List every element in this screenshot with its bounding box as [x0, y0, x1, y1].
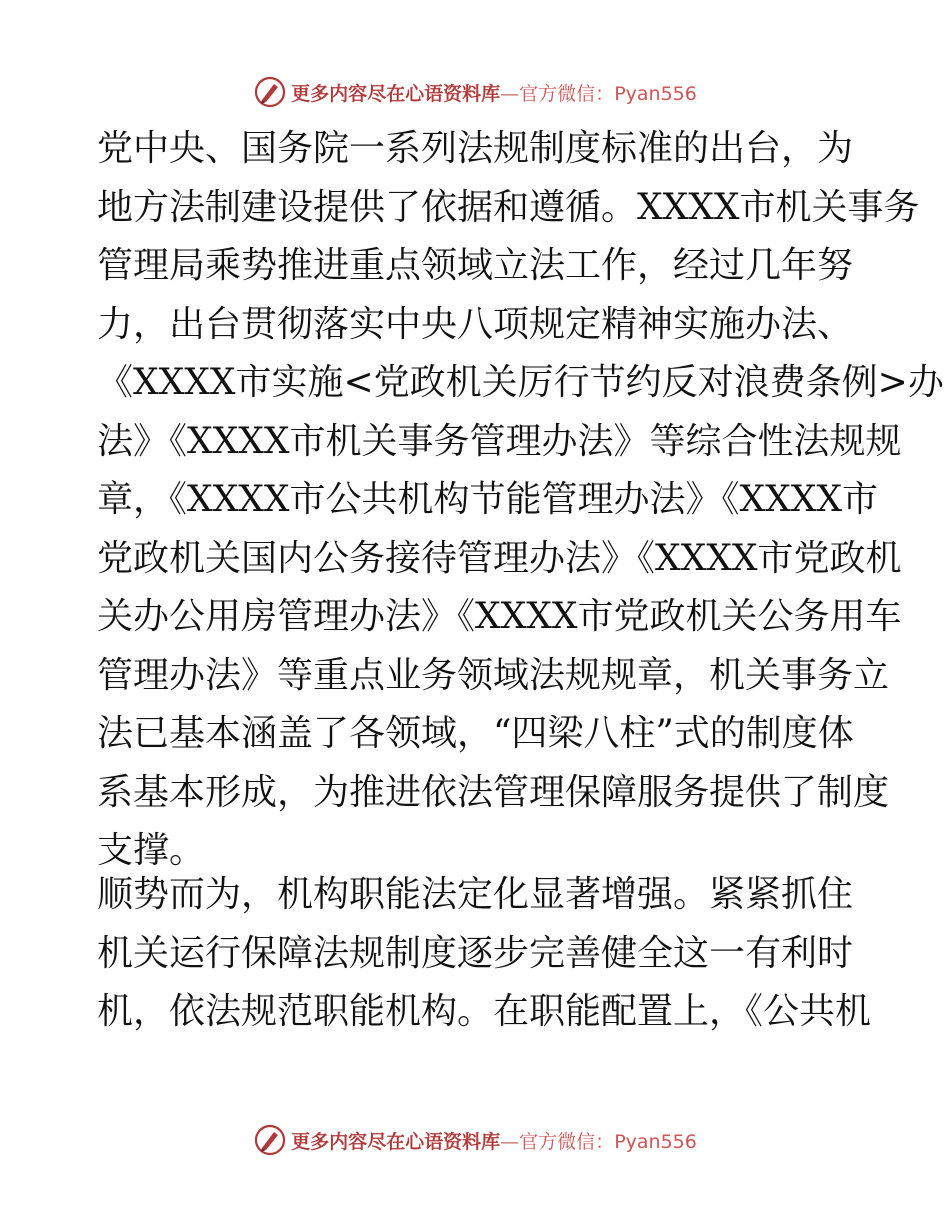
pen-logo-icon: [253, 75, 287, 109]
pen-logo-icon: [253, 1123, 287, 1157]
paragraph-line: 管理局乘势推进重点领域立法工作，经过几年努: [97, 245, 854, 286]
header-banner: [0, 72, 950, 112]
banner-wechat-label: 官方微信：: [519, 82, 615, 105]
paragraph-line: 系基本形成，为推进依法管理保障服务提供了制度: [97, 771, 890, 813]
paragraph-line: 机关运行保障法规制度逐步完善健全这一有利时: [97, 932, 854, 974]
paragraph-line: 地方法制建设提供了依据和遵循。XXXX市机关事务: [97, 186, 920, 228]
banner-separator: —: [500, 82, 520, 105]
paragraph-line: 关办公用房管理办法》《XXXX市党政机关公务用车: [97, 596, 902, 637]
banner-wechat-id: Pyan556: [614, 82, 697, 105]
banner-wechat-label: 官方微信：: [519, 1130, 615, 1153]
paragraph-line: 机，依法规范职能机构。在职能配置上，《公共机: [97, 991, 872, 1032]
footer-banner: [0, 1120, 950, 1160]
banner-separator: —: [500, 1130, 520, 1153]
paragraph-line: 管理办法》等重点业务领域法规规章，机关事务立: [97, 654, 890, 696]
paragraph-line: 党政机关国内公务接待管理办法》《XXXX市党政机: [97, 537, 902, 579]
banner-wechat-id: Pyan556: [614, 1130, 697, 1153]
paragraph-2: [97, 866, 872, 1042]
banner-brand: 更多内容尽在心语资料库: [291, 82, 501, 105]
paragraph-line: 《XXXX市实施<党政机关厉行节约反对浪费条例>办: [97, 362, 944, 403]
paragraph-line: 法》《XXXX市机关事务管理办法》等综合性法规规: [97, 420, 902, 462]
paragraph-line: 顺势而为，机构职能法定化显著增强。紧紧抓住: [97, 874, 854, 915]
paragraph-line: 党中央、国务院一系列法规制度标准的出台，为: [97, 128, 854, 169]
banner-brand: 更多内容尽在心语资料库: [291, 1130, 501, 1153]
paragraph-line: 力，出台贯彻落实中央八项规定精神实施办法、: [97, 303, 854, 345]
paragraph-line: 法已基本涵盖了各领域，“四梁八柱”式的制度体: [97, 713, 854, 754]
paragraph-line: 支撑。: [97, 830, 206, 871]
paragraph-1: [97, 120, 944, 881]
paragraph-line: 章，《XXXX市公共机构节能管理办法》《XXXX市: [97, 479, 879, 520]
